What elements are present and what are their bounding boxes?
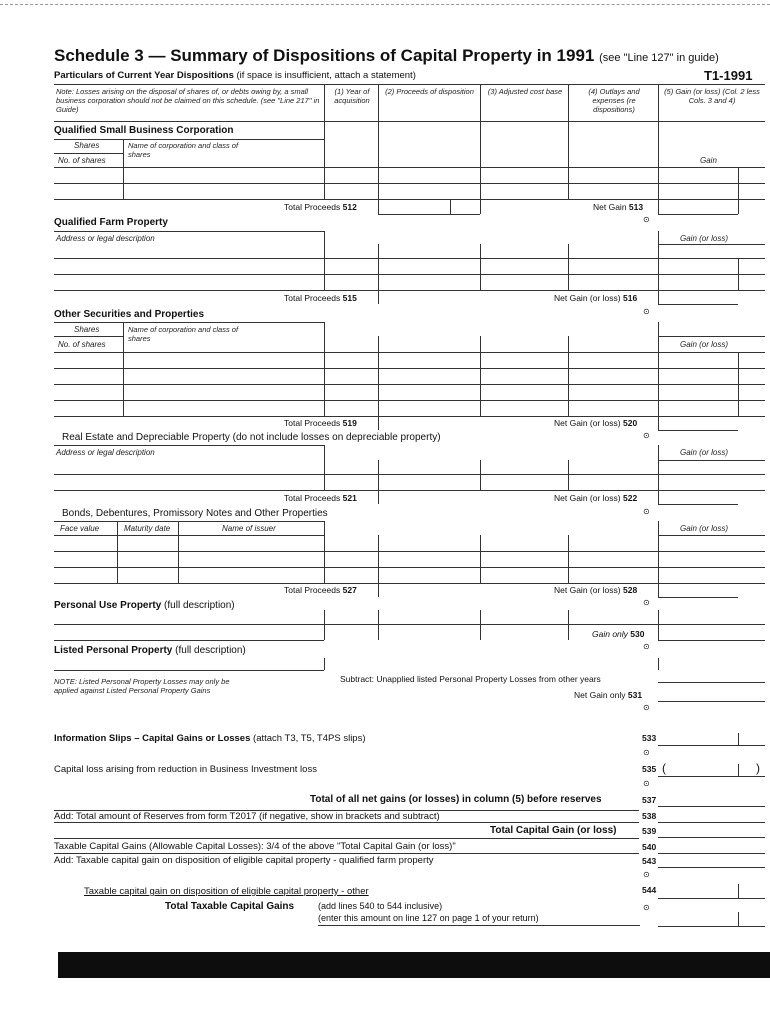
- bonds-issuer-label: Name of issuer: [222, 524, 276, 533]
- realestate-net-label: Net Gain (or loss) 522: [554, 493, 638, 503]
- other-no-shares-label: No. of shares: [58, 340, 106, 349]
- particulars-heading: Particulars of Current Year Dispositions (if space is insufficient, attach a statement): [54, 70, 416, 81]
- taxable-cg-line: 540: [642, 842, 657, 852]
- bonds-face-label: Face value: [60, 524, 100, 533]
- other-shares-label: Shares: [74, 325, 100, 334]
- total-taxable-note: (add lines 540 to 544 inclusive): [318, 901, 443, 911]
- other-ecp-line: 544: [642, 885, 657, 895]
- biz-loss-line: 535: [642, 764, 657, 774]
- farm-total-label: Total Proceeds 515: [284, 293, 357, 303]
- total-taxable-note2: (enter this amount on line 127 on page 1 of your return): [318, 913, 539, 923]
- personal-gain-label: Gain only 530: [592, 629, 645, 639]
- circle-icon: ⊙: [643, 431, 650, 440]
- reserves-label: Add: Total amount of Reserves from form T2017 (if negative, show in brackets and subtract): [54, 811, 440, 822]
- bonds-col5-label: Gain (or loss): [680, 524, 729, 533]
- farm-net-label: Net Gain (or loss) 516: [554, 293, 638, 303]
- page-title: Schedule 3 — Summary of Dispositions of Capital Property in 1991 (see "Line 127" in guide): [54, 46, 719, 65]
- col2-header: (2) Proceeds of disposition: [385, 87, 474, 96]
- circle-icon: ⊙: [643, 779, 650, 788]
- form-id: T1-1991: [704, 68, 753, 83]
- circle-icon: ⊙: [643, 507, 650, 516]
- total-net-label: Total of all net gains (or losses) in column (5) before reserves: [310, 794, 602, 805]
- circle-icon: ⊙: [643, 598, 650, 607]
- col4-header: (4) Outlays and expenses (re dispositions): [588, 87, 640, 114]
- realestate-address-label: Address or legal description: [56, 448, 155, 457]
- circle-icon: ⊙: [643, 870, 650, 879]
- qsbc-name-label: Name of corporation and class of shares: [128, 141, 239, 159]
- total-taxable-label: Total Taxable Capital Gains: [165, 901, 295, 912]
- bonds-total-label: Total Proceeds 527: [284, 585, 357, 595]
- listed-title: Listed Personal Property (full description): [54, 645, 246, 656]
- qsbc-net-label: Net Gain 513: [593, 202, 644, 212]
- bracket-open: (: [662, 761, 666, 775]
- other-col5-label: Gain (or loss): [680, 340, 729, 349]
- other-name-label: Name of corporation and class of shares: [128, 325, 239, 343]
- qsbc-no-shares-label: No. of shares: [58, 156, 106, 165]
- bonds-maturity-label: Maturity date: [124, 524, 171, 533]
- listed-note: NOTE: Listed Personal Property Losses may only be applied against Listed Personal Property Gains: [54, 677, 230, 695]
- farm-add-label: Add: Taxable capital gain on disposition of eligible capital property - qualified farm property: [54, 855, 434, 866]
- circle-icon: ⊙: [643, 307, 650, 316]
- bonds-title: Bonds, Debentures, Promissory Notes and Other Properties: [62, 508, 328, 519]
- qsbc-title: Qualified Small Business Corporation: [54, 125, 234, 136]
- top-rule: [0, 4, 770, 5]
- bracket-close: ): [756, 761, 760, 775]
- biz-loss-label: Capital loss arising from reduction in Business Investment loss: [54, 764, 317, 775]
- personal-title: Personal Use Property (full description): [54, 600, 235, 611]
- circle-icon: ⊙: [643, 215, 650, 224]
- bonds-net-label: Net Gain (or loss) 528: [554, 585, 638, 595]
- total-net-line: 537: [642, 795, 657, 805]
- reserves-line: 538: [642, 811, 657, 821]
- info-slips-label: Information Slips – Capital Gains or Losses (attach T3, T5, T4PS slips): [54, 733, 366, 744]
- total-cap-label: Total Capital Gain (or loss): [490, 825, 617, 836]
- farm-address-label: Address or legal description: [56, 234, 155, 243]
- listed-net-label: Net Gain only 531: [574, 690, 643, 700]
- farm-add-line: 543: [642, 856, 657, 866]
- info-slips-line: 533: [642, 733, 657, 743]
- footer-bar: [58, 952, 770, 978]
- other-ecp-label: Taxable capital gain on disposition of eligible capital property - other: [84, 886, 369, 897]
- column-note: Note: Losses arising on the disposal of shares of, or debts owing by, a small business corporation should not be claimed on this schedule. (see "Line 217" in Guide): [56, 87, 320, 114]
- col5-header: (5) Gain (or loss) (Col. 2 less Cols. 3 and 4): [664, 87, 760, 105]
- qsbc-shares-label: Shares: [74, 141, 100, 150]
- taxable-cg-label: Taxable Capital Gains (Allowable Capital Losses): 3/4 of the above "Total Capital Gain (or loss)": [54, 841, 456, 852]
- col1-header: (1) Year of acquisition: [334, 87, 370, 105]
- realestate-total-label: Total Proceeds 521: [284, 493, 357, 503]
- other-net-label: Net Gain (or loss) 520: [554, 418, 638, 428]
- circle-icon: ⊙: [643, 903, 650, 912]
- qsbc-total-label: Total Proceeds 512: [284, 202, 357, 212]
- col3-header: (3) Adjusted cost base: [487, 87, 563, 96]
- circle-icon: ⊙: [643, 748, 650, 757]
- realestate-title: Real Estate and Depreciable Property (do not include losses on depreciable property): [62, 432, 441, 443]
- farm-col5-label: Gain (or loss): [680, 234, 729, 243]
- other-title: Other Securities and Properties: [54, 309, 205, 320]
- total-cap-line: 539: [642, 826, 657, 836]
- realestate-col5-label: Gain (or loss): [680, 448, 729, 457]
- listed-subtract-label: Subtract: Unapplied listed Personal Property Losses from other years: [340, 674, 601, 684]
- farm-title: Qualified Farm Property: [54, 217, 168, 228]
- qsbc-col5-label: Gain: [700, 156, 717, 165]
- circle-icon: ⊙: [643, 703, 650, 712]
- circle-icon: ⊙: [643, 642, 650, 651]
- other-total-label: Total Proceeds 519: [284, 418, 357, 428]
